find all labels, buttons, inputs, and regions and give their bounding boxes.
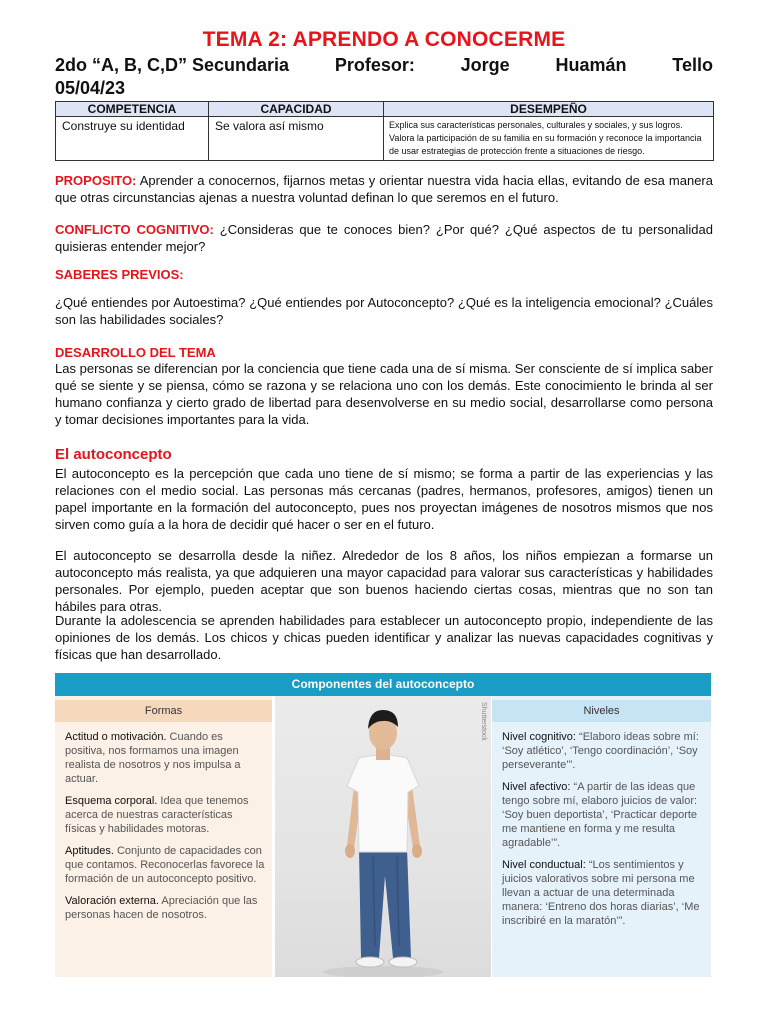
list-item [65,844,265,886]
item-desc: “Los sentimientos y juicios valorativos sobre mi persona me llevan a actuar de una determinada manera: ‘Entreno dos horas diarias’, ‘Me inscribiré en la maratón’”. [502,859,700,927]
niveles-column [492,696,711,977]
niveles-header: Niveles [492,700,711,722]
formas-header: Formas [55,700,272,722]
page-title: TEMA 2: APRENDO A CONOCERME [202,28,566,51]
proposito-label: PROPOSITO: [55,173,137,188]
infographic-title: Componentes del autoconcepto [55,673,711,696]
niveles-list [502,730,706,936]
table-cell: Explica sus características personales, culturales y sociales, y sus logros. Valora la participación de su familia en su formación y reconoce la importancia de usar estrategias de protección frente a situaciones de riesgo. [384,117,714,161]
proposito-paragraph [55,172,713,206]
item-term: Nivel conductual: [502,859,586,871]
table-header-cell: CAPACIDAD [209,102,384,117]
saberes-text: ¿Qué entiendes por Autoestima? ¿Qué entiendes por Autoconcepto? ¿Qué es la inteligencia emocional? ¿Cuáles son las habilidades sociales? [55,295,713,327]
list-item [65,894,265,922]
item-desc: Idea que tenemos acerca de nuestras características físicas y habilidades motoras. [65,795,249,835]
list-item [502,858,706,928]
item-desc: “Elaboro ideas sobre mí: ‘Soy atlético’, ‘Tengo coordinación’, ‘Soy perseverante’”. [502,731,699,771]
autoconcepto-paragraph-3: Durante la adolescencia se aprenden habilidades para establecer un autoconcepto propio, independiente de las opiniones de los demás. Los chicos y chicas pueden identificar y analizar las nuevas capacidades cognitivas y físicas que han desarrollado. [55,613,713,662]
item-desc: “A partir de las ideas que tengo sobre mí, elaboro juicios de valor: ‘Soy buen deportista’, ‘Practicar deporte me mantiene en forma y me resulta agradable’”. [502,781,698,849]
person-illustration [275,696,491,977]
competency-table [55,101,714,161]
table-header-row [56,102,714,117]
item-term: Nivel cognitivo: [502,731,576,743]
item-desc: Apreciación que las personas hacen de nosotros. [65,895,258,921]
conflicto-paragraph [55,221,713,255]
profesor-first-name: Jorge [460,55,510,75]
autoconcepto-heading: El autoconcepto [55,446,172,463]
formas-list [65,730,265,930]
conflicto-label: CONFLICTO COGNITIVO: [55,222,214,237]
profesor-last-name-2: Tello [672,55,713,75]
item-term: Actitud o motivación. [65,731,167,743]
item-term: Valoración externa. [65,895,159,907]
list-item [65,730,265,786]
autoconcepto-paragraph-2: El autoconcepto se desarrolla desde la niñez. Alrededor de los 8 años, los niños empiezan a formarse un autoconcepto más realista, ya que adquieren una mayor capacidad para valorar sus características y habilidades personales. Por ejemplo, pueden aceptar que son buenos haciendo ciertas cosas, mientras que no son tan hábiles para otras. [55,548,713,614]
formas-column [55,696,272,977]
item-desc: Conjunto de capacidades con que contamos. Reconocerlas favorece la formación de un autoconcepto positivo. [65,845,265,885]
proposito-text: Aprender a conocernos, fijarnos metas y orientar nuestra vida hacia ellas, evitando de esa manera que otras circunstancias ajenas a nuestra voluntad definan lo que seremos en el futuro. [55,173,713,205]
profesor-last-name-1: Huamán [555,55,627,75]
list-item [65,794,265,836]
student-photo [275,696,491,977]
desarrollo-heading: DESARROLLO DEL TEMA [55,345,216,360]
item-term: Nivel afectivo: [502,781,571,793]
table-cell: Se valora así mismo [209,117,384,161]
photo-watermark: Shutterstock [480,702,487,741]
desarrollo-text: Las personas se diferencian por la conciencia que tiene cada una de sí misma. Ser consciente de sí implica saber qué se siente y se piensa, cómo se razona y se relaciona uno con los demás. Este conocimiento le brinda al ser humano confianza y cierto grado de libertad para desenvolverse en su medio social, desarrollarse como persona y tomar decisiones importantes para la vida. [55,361,713,427]
table-cell: Construye su identidad [56,117,209,161]
saberes-heading: SABERES PREVIOS: [55,267,184,282]
table-header-cell: COMPETENCIA [56,102,209,117]
components-infographic [55,673,711,977]
list-item [502,730,706,772]
grade-label: 2do “A, B, C,D” Secundaria [55,55,290,75]
table-header-cell: DESEMPEÑO [384,102,714,117]
conflicto-text: ¿Consideras que te conoces bien? ¿Por qué? ¿Qué aspectos de tu personalidad quisieras entender mejor? [55,222,713,254]
header-line [55,55,713,77]
autoconcepto-paragraph-1: El autoconcepto es la percepción que cada uno tiene de sí mismo; se forma a partir de las experiencias y las relaciones con el medio social. Las personas más cercanas (padres, hermanos, profesores, amigos) tienen un papel importante en la formación del autoconcepto, pues nos proyectan imágenes de nosotros mismos que nos sirven como guía a la hora de decidir qué hacer o ser en el futuro. [55,466,713,532]
table-row [56,117,714,161]
profesor-label: Profesor: [334,55,415,75]
item-term: Aptitudes. [65,845,114,857]
item-term: Esquema corporal. [65,795,158,807]
date: 05/04/23 [55,78,126,98]
item-desc: Cuando es positiva, nos formamos una imagen realista de nosotros y nos impulsa a actuar. [65,731,241,785]
list-item [502,780,706,850]
